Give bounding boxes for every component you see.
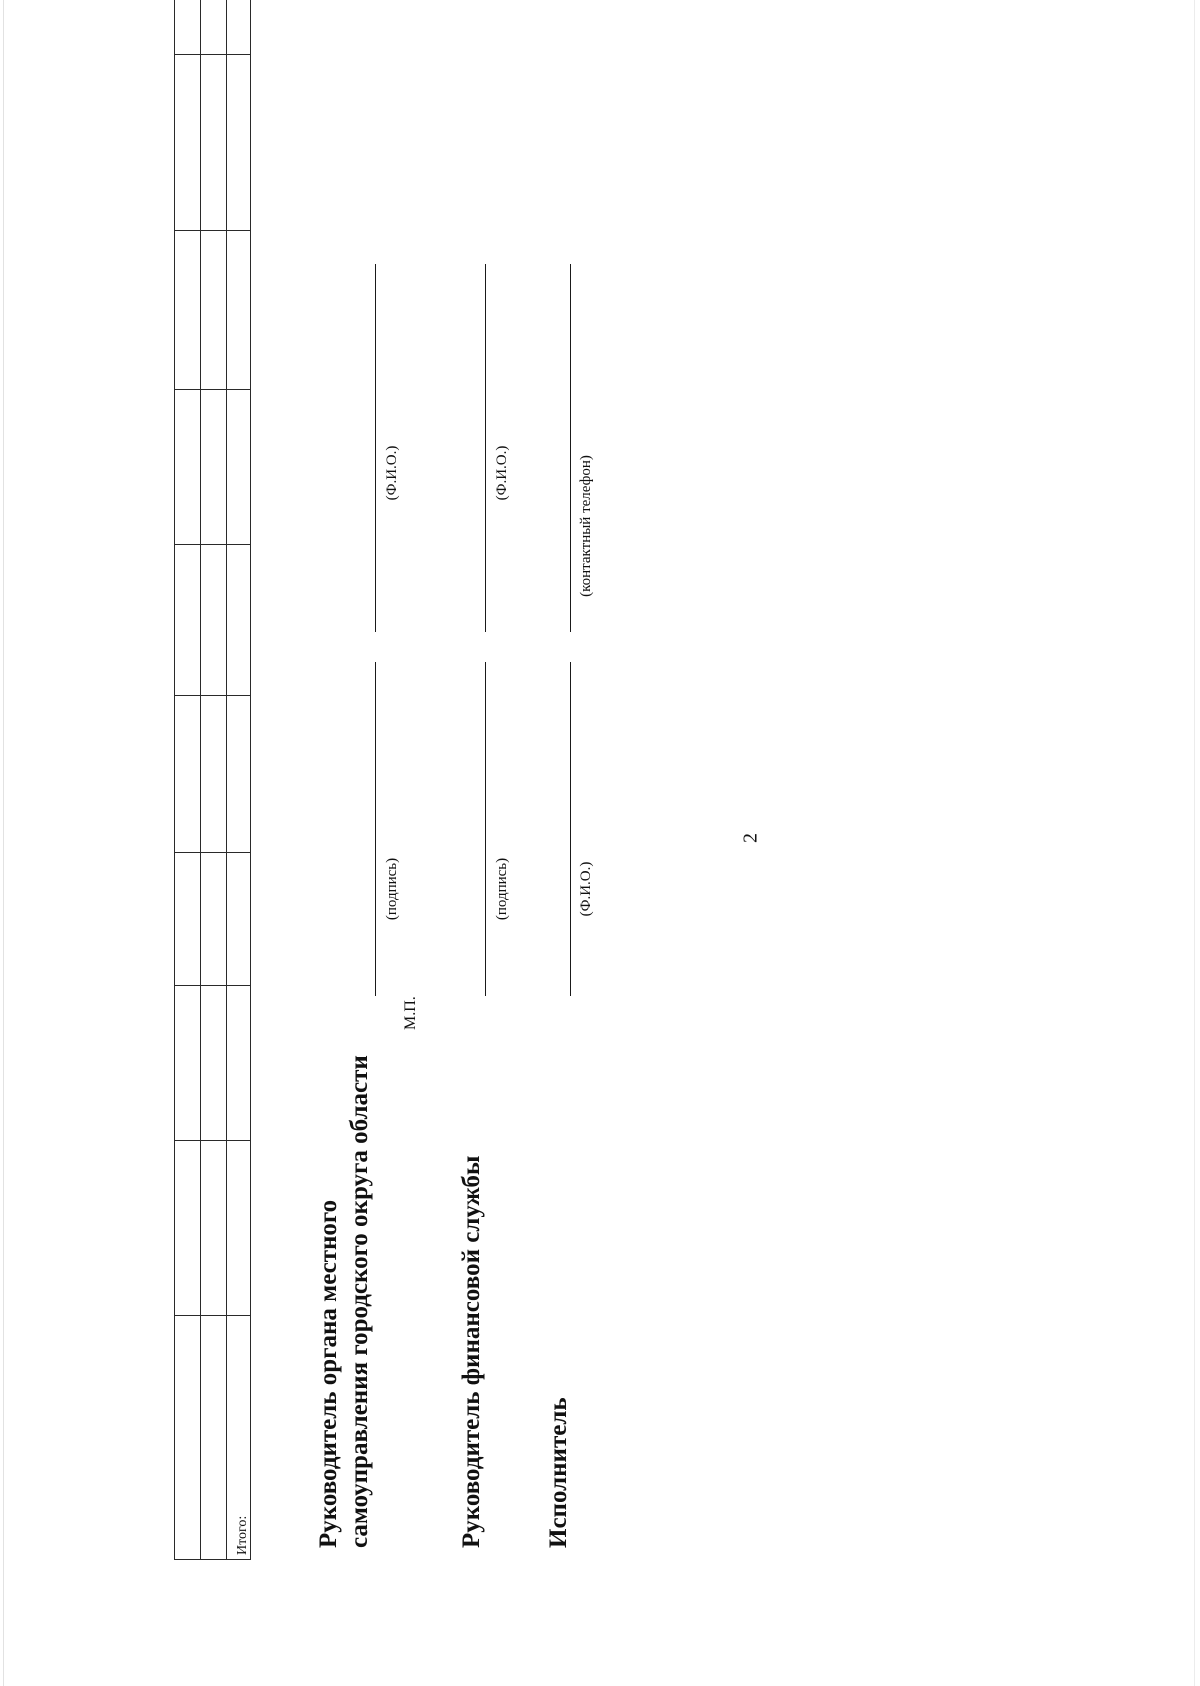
head-local-gov-title-line2: самоуправления городского округа области [346, 1055, 373, 1548]
head-finance-signature-line [485, 662, 486, 996]
table-row [175, 0, 201, 1560]
table-cell [175, 55, 201, 231]
table-cell [175, 0, 201, 55]
executor-title: Исполнитель [545, 1397, 572, 1548]
table-cell [227, 390, 251, 545]
table-cell [227, 986, 251, 1141]
table-cell [227, 1141, 251, 1316]
head-finance-name-line [485, 264, 486, 632]
head-local-gov-signature-line [375, 662, 376, 996]
table-row-total [227, 0, 251, 1560]
executor-name-caption: (Ф.И.О.) [578, 861, 594, 917]
executor-name-line [570, 662, 571, 996]
head-local-gov-title-line1: Руководитель органа местного [315, 1199, 342, 1548]
table-cell [175, 545, 201, 696]
executor-phone-line [570, 264, 571, 632]
head-local-gov-name-line [375, 264, 376, 632]
table-cell [201, 55, 227, 231]
table-cell [227, 696, 251, 853]
head-finance-name-caption: (Ф.И.О.) [494, 445, 510, 501]
executor-phone-caption: (контактный телефон) [578, 455, 594, 597]
table-cell [201, 853, 227, 986]
table-cell [201, 0, 227, 55]
stamp-placeholder: М.П. [402, 996, 419, 1030]
table-cell [227, 0, 251, 55]
table-cell [175, 390, 201, 545]
head-local-gov-name-caption: (Ф.И.О.) [384, 445, 400, 501]
table-cell [201, 1316, 227, 1560]
table-cell [201, 986, 227, 1141]
table-cell [175, 1316, 201, 1560]
table-row [201, 0, 227, 1560]
table-cell [175, 853, 201, 986]
table-cell [175, 696, 201, 853]
table-cell [201, 231, 227, 390]
table-cell [227, 55, 251, 231]
table-cell [227, 853, 251, 986]
summary-table [174, 0, 251, 1560]
table-cell [227, 545, 251, 696]
table-cell [201, 1141, 227, 1316]
table-cell [175, 231, 201, 390]
head-finance-title: Руководитель финансовой службы [458, 1155, 485, 1548]
table-cell [227, 231, 251, 390]
page-number: 2 [739, 833, 762, 843]
total-label: Итого: [227, 1316, 251, 1560]
table-cell [201, 545, 227, 696]
table-cell [201, 390, 227, 545]
table-cell [175, 986, 201, 1141]
table-cell [175, 1141, 201, 1316]
table-cell [201, 696, 227, 853]
head-finance-signature-caption: (подпись) [494, 857, 510, 921]
head-local-gov-signature-caption: (подпись) [384, 857, 400, 921]
